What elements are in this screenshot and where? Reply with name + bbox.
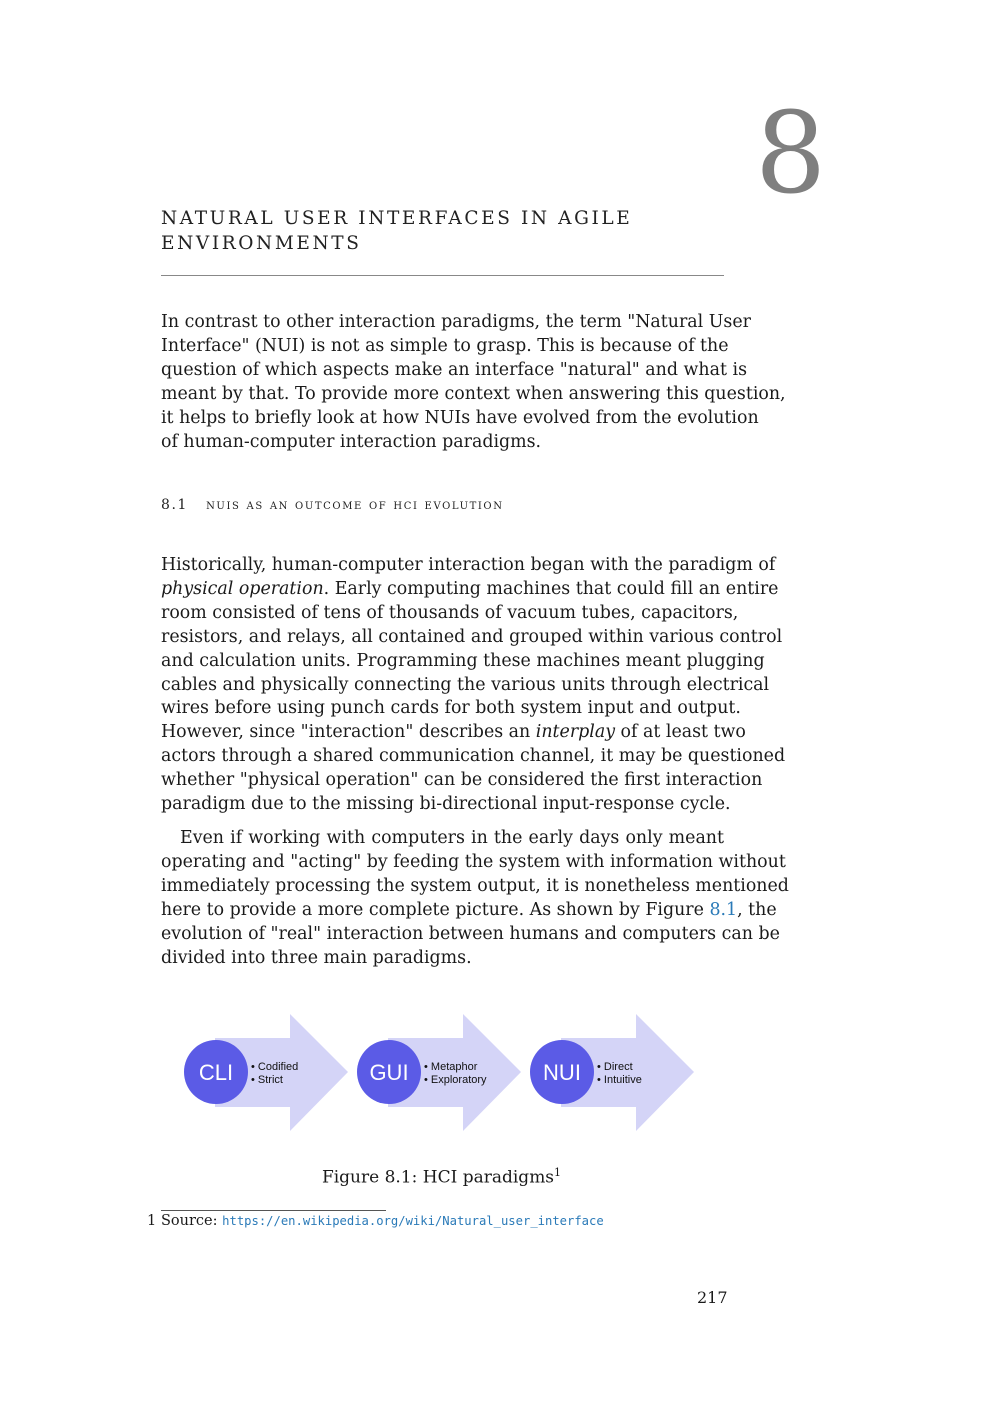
text-line: immediately processing the system output, it is nonetheless mentioned (161, 875, 789, 896)
intro-paragraph (161, 311, 786, 454)
text-line: question of which aspects make an interface "natural" and what is (161, 359, 747, 380)
paradigm-bullet: • Intuitive (597, 1074, 642, 1086)
chapter-rule (161, 275, 724, 276)
paradigm-label: NUI (543, 1060, 581, 1085)
text-line: divided into three main paradigms. (161, 947, 472, 968)
chapter-title-line: ENVIRONMENTS (161, 233, 362, 254)
paradigm-bullet: • Direct (597, 1061, 633, 1073)
paradigm-bullet: • Exploratory (424, 1074, 487, 1086)
footnote (147, 1213, 604, 1229)
text-line: Even if working with computers in the early days only meant (180, 828, 724, 848)
chapter-title (161, 206, 721, 256)
text-line: actors through a shared communication channel, it may be questioned (161, 746, 786, 767)
emphasis: interplay (535, 722, 616, 743)
paradigm-nui (530, 1014, 694, 1131)
footnote-label: Source: (161, 1213, 223, 1229)
text-line: operating and "acting" by feeding the system with information without (161, 851, 786, 872)
chapter-title-line: NATURAL USER INTERFACES IN AGILE (161, 208, 633, 229)
chapter-number: 8 (755, 89, 827, 219)
footnote-marker: 1 (554, 1166, 562, 1179)
paradigm-bullet: • Codified (251, 1061, 299, 1073)
text-line: meant by that. To provide more context when answering this question, (161, 383, 786, 404)
text-line: of human-computer interaction paradigms. (161, 431, 542, 452)
figure-caption (0, 1166, 883, 1188)
paradigm-label: GUI (369, 1060, 409, 1085)
text-line: Interface" (NUI) is not as simple to grasp. This is because of the (161, 335, 729, 356)
text-line: room consisted of tens of thousands of vacuum tubes, capacitors, (161, 602, 739, 623)
text-line: whether "physical operation" can be considered the first interaction (161, 770, 763, 791)
body-paragraph-2 (161, 827, 789, 970)
footnote-url-link[interactable]: https://en.wikipedia.org/wiki/Natural_user_interface (222, 1214, 604, 1228)
paradigm-bullet: • Metaphor (424, 1061, 478, 1073)
text-run: . Early computing machines that could fill an entire (323, 578, 779, 599)
text-line (161, 721, 746, 745)
text-line: cables and physically connecting the various units through electrical (161, 674, 770, 695)
page-number: 217 (697, 1288, 728, 1307)
text-run: However, since "interaction" describes an (161, 722, 536, 743)
body-paragraph-1 (161, 554, 786, 817)
text-line: evolution of "real" interaction between humans and computers can be (161, 923, 780, 944)
paradigm-label: CLI (198, 1060, 234, 1085)
text-line: and calculation units. Programming these machines meant plugging (161, 650, 765, 671)
paradigm-cli (184, 1014, 348, 1131)
footnote-rule (161, 1210, 386, 1211)
paradigm-bullet: • Strict (251, 1074, 283, 1086)
section-heading (161, 497, 504, 513)
text-line: Historically, human-computer interaction began with the paradigm of (161, 555, 776, 575)
text-line: paradigm due to the missing bi-directional input-response cycle. (161, 794, 731, 815)
text-run: , the (737, 899, 777, 920)
text-line: it helps to briefly look at how NUIs have evolved from the evolution (161, 407, 759, 428)
text-line (161, 578, 779, 602)
hci-paradigms-figure (175, 1010, 700, 1138)
paradigm-gui (357, 1014, 521, 1131)
figure-caption-text: Figure 8.1: HCI paradigms (321, 1167, 555, 1188)
section-number: 8.1 (161, 497, 189, 513)
section-title: nuis as an outcome of hci evolution (206, 497, 504, 513)
text-run: of at least two (615, 722, 746, 743)
emphasis: physical operation (161, 578, 324, 599)
figure-reference-link[interactable]: 8.1 (709, 899, 738, 920)
text-line (161, 899, 777, 923)
footnote-number: 1 (147, 1213, 157, 1229)
text-run: here to provide a more complete picture. As shown by Figure (161, 899, 710, 920)
text-line: In contrast to other interaction paradigms, the term "Natural User (161, 312, 751, 332)
text-line: resistors, and relays, all contained and grouped within various control (161, 626, 783, 647)
text-line: wires before using punch cards for both system input and output. (161, 698, 741, 719)
